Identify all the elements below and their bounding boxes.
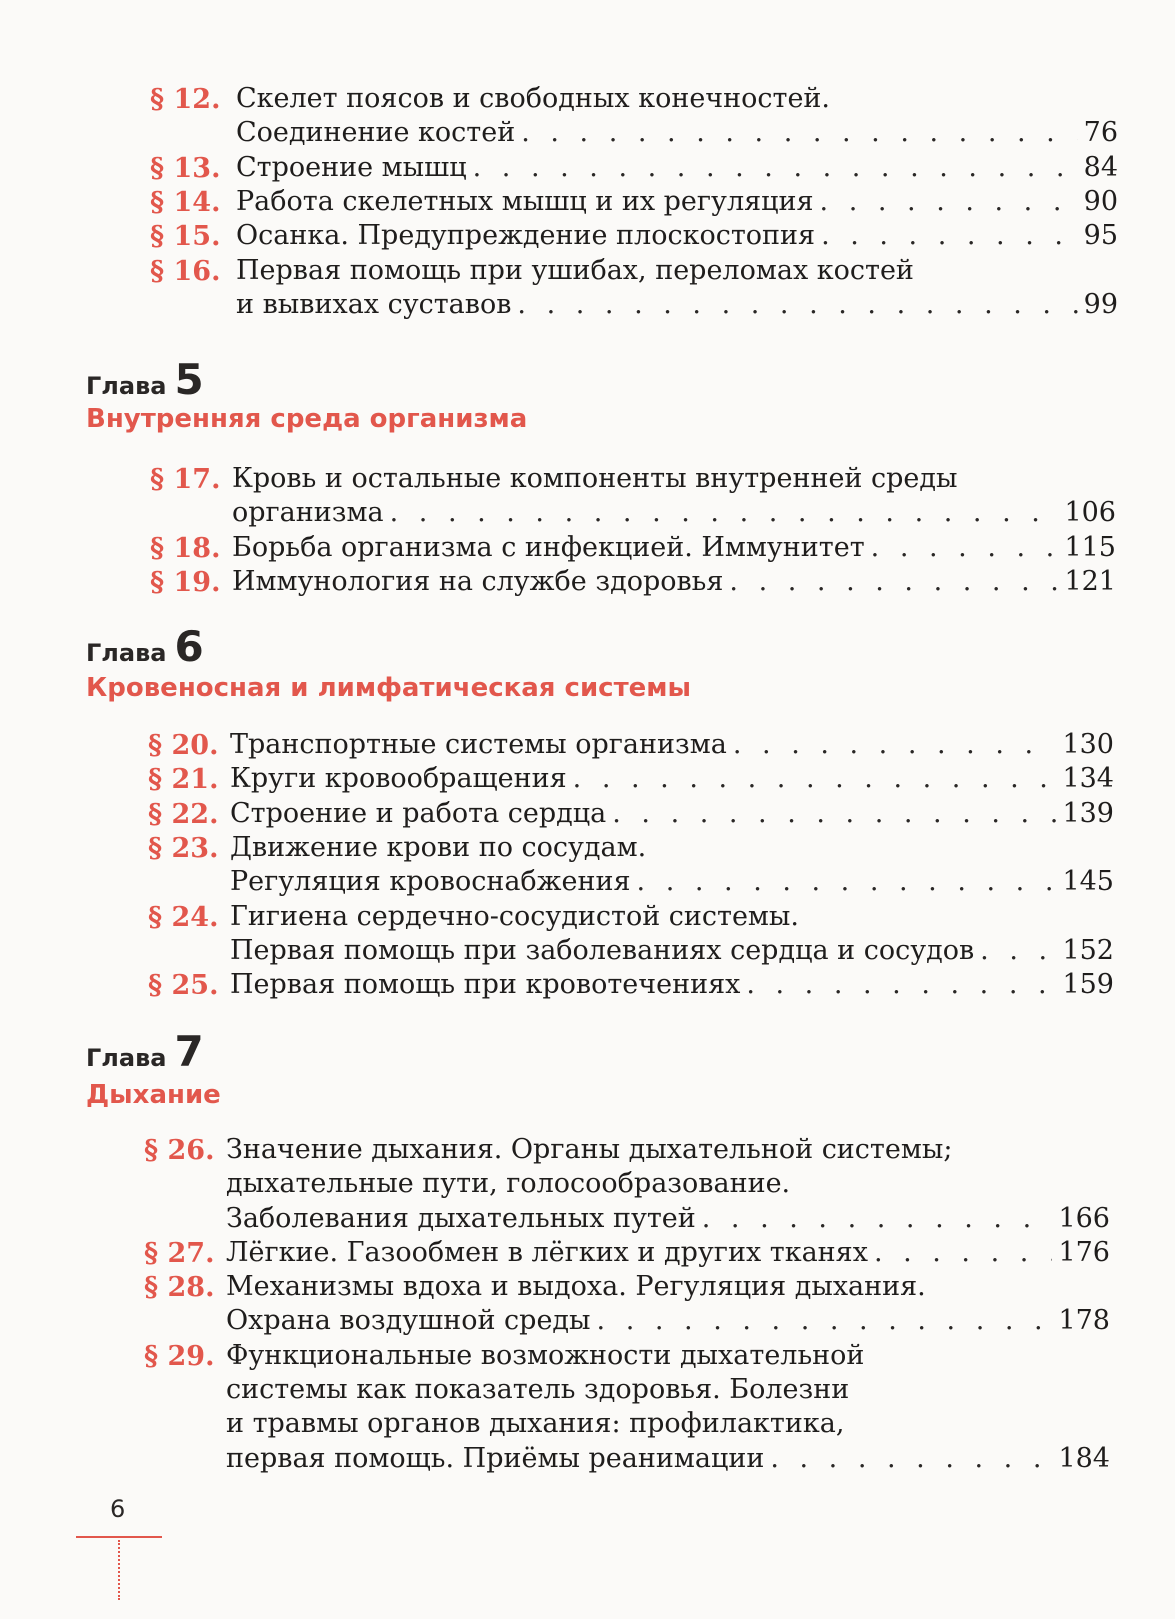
toc-line xyxy=(230,831,1114,865)
page-number-tick xyxy=(118,1540,122,1600)
chapter-title: Внутренняя среда организма xyxy=(86,404,528,434)
dot-leader xyxy=(980,934,1056,968)
toc-line xyxy=(226,1407,1110,1441)
section-title: дыхательные пути, голосообразование. xyxy=(226,1168,791,1200)
chapter-label: Глава xyxy=(86,372,167,400)
toc-entry[interactable] xyxy=(148,968,1114,1002)
toc-entry[interactable] xyxy=(144,1270,1110,1339)
chapter-heading xyxy=(86,1027,204,1076)
chapter-number: 7 xyxy=(174,1027,204,1076)
section-number: § 17. xyxy=(150,464,221,495)
page-ref: 166 xyxy=(1058,1202,1110,1234)
section-title: системы как показатель здоровья. Болезни xyxy=(226,1374,850,1406)
section-title: Скелет поясов и свободных конечностей. xyxy=(236,83,831,114)
section-title: Первая помощь при заболеваниях сердца и сосудов xyxy=(230,934,975,966)
toc-line xyxy=(236,151,1118,185)
toc-entry[interactable] xyxy=(150,185,1118,219)
section-number: § 27. xyxy=(144,1237,215,1269)
toc-entry[interactable] xyxy=(150,565,1116,599)
page-ref: 115 xyxy=(1064,531,1116,563)
toc-entry[interactable] xyxy=(148,762,1114,796)
chapter-number: 5 xyxy=(174,355,204,404)
page-ref: 95 xyxy=(1083,220,1118,252)
toc-line xyxy=(236,219,1118,253)
chapter-number: 6 xyxy=(174,622,204,671)
page-number: 6 xyxy=(110,1495,126,1523)
toc-entry[interactable] xyxy=(148,797,1114,831)
dot-leader xyxy=(770,1442,1052,1476)
section-title: Механизмы вдоха и выдоха. Регуляция дыхания. xyxy=(226,1271,926,1303)
section-title: Первая помощь при ушибах, переломах костей xyxy=(236,254,914,286)
toc-line xyxy=(230,797,1114,831)
dot-leader xyxy=(871,531,1059,565)
dot-leader xyxy=(637,865,1057,899)
toc-line xyxy=(230,934,1114,968)
dot-leader xyxy=(702,1202,1053,1236)
page-ref: 152 xyxy=(1062,934,1114,966)
page-ref: 139 xyxy=(1062,797,1114,829)
page-ref: 84 xyxy=(1083,151,1118,183)
toc-line xyxy=(232,496,1116,530)
section-title: Значение дыхания. Органы дыхательной системы; xyxy=(226,1134,953,1165)
dot-leader xyxy=(733,728,1057,762)
toc-entry[interactable] xyxy=(150,531,1116,565)
dot-leader xyxy=(517,288,1077,322)
section-number: § 22. xyxy=(148,798,219,830)
toc-entry[interactable] xyxy=(148,900,1114,969)
section-number: § 26. xyxy=(144,1135,215,1166)
section-number: § 25. xyxy=(148,970,219,1002)
page-ref: 121 xyxy=(1064,565,1116,597)
dot-leader xyxy=(597,1304,1053,1338)
dot-leader xyxy=(821,219,1078,253)
chapter-title: Дыхание xyxy=(86,1080,221,1110)
toc-line xyxy=(226,1339,1110,1373)
section-title: Осанка. Предупреждение плоскостопия xyxy=(236,220,816,252)
section-number: § 13. xyxy=(150,152,221,184)
section-number: § 12. xyxy=(150,84,221,115)
toc-line xyxy=(232,531,1116,565)
section-number: § 19. xyxy=(150,566,221,598)
section-number: § 20. xyxy=(148,730,219,761)
chapter-heading xyxy=(86,355,204,404)
section-number: § 24. xyxy=(148,901,219,933)
page-ref: 99 xyxy=(1083,288,1118,320)
page-ref: 145 xyxy=(1062,866,1114,898)
toc-line xyxy=(232,565,1116,599)
toc-line xyxy=(226,1270,1110,1304)
toc-entry[interactable] xyxy=(150,82,1118,151)
page-number-rule xyxy=(76,1536,162,1538)
section-number: § 28. xyxy=(144,1272,215,1304)
page-ref: 184 xyxy=(1058,1442,1110,1474)
section-title: и вывихах суставов xyxy=(236,288,512,320)
section-title: первая помощь. Приёмы реанимации xyxy=(226,1442,765,1474)
toc-line xyxy=(226,1133,1110,1167)
toc-entry[interactable] xyxy=(148,728,1114,762)
toc-line xyxy=(226,1373,1110,1407)
page-ref: 159 xyxy=(1062,969,1114,1001)
toc-line xyxy=(226,1442,1110,1476)
section-title: Строение и работа сердца xyxy=(230,797,607,829)
dot-leader xyxy=(729,565,1058,599)
chapter-label: Глава xyxy=(86,1044,167,1072)
section-title: Охрана воздушной среды xyxy=(226,1305,591,1337)
toc-line xyxy=(226,1167,1110,1201)
page-ref: 176 xyxy=(1058,1236,1110,1268)
section-title: Транспортные системы организма xyxy=(230,729,727,760)
toc-line xyxy=(230,762,1114,796)
dot-leader xyxy=(473,151,1078,185)
section-title: Движение крови по сосудам. xyxy=(230,831,647,863)
section-title: Соединение костей xyxy=(236,117,516,149)
section-title: Работа скелетных мышц и их регуляция xyxy=(236,185,814,217)
page-ref: 76 xyxy=(1083,117,1118,149)
page-ref: 130 xyxy=(1062,729,1114,760)
section-title: Строение мышц xyxy=(236,151,467,183)
section-number: § 15. xyxy=(150,221,221,253)
section-title: Первая помощь при кровотечениях xyxy=(230,969,741,1001)
section-number: § 16. xyxy=(150,255,221,287)
toc-entry[interactable] xyxy=(150,254,1118,323)
section-number: § 23. xyxy=(148,832,219,864)
section-title: Лёгкие. Газообмен в лёгких и других тканях xyxy=(226,1236,868,1268)
dot-leader xyxy=(820,185,1078,219)
section-number: § 18. xyxy=(150,532,221,564)
toc-line xyxy=(236,116,1118,150)
toc-line xyxy=(226,1304,1110,1338)
dot-leader xyxy=(612,797,1056,831)
section-title: Заболевания дыхательных путей xyxy=(226,1202,696,1234)
toc-entry[interactable] xyxy=(144,1236,1110,1270)
toc-line xyxy=(232,462,1116,496)
toc-line xyxy=(236,288,1118,322)
page-ref: 178 xyxy=(1058,1305,1110,1337)
section-title: Гигиена сердечно-сосудистой системы. xyxy=(230,900,800,932)
toc-entry[interactable] xyxy=(144,1339,1110,1476)
section-number: § 21. xyxy=(148,764,219,796)
section-number: § 14. xyxy=(150,186,221,218)
chapter-label: Глава xyxy=(86,639,167,667)
section-title: Регуляция кровоснабжения xyxy=(230,866,631,898)
dot-leader xyxy=(390,496,1059,530)
chapter-heading xyxy=(86,622,204,671)
toc-line xyxy=(230,900,1114,934)
section-title: и травмы органов дыхания: профилактика, xyxy=(226,1408,845,1440)
toc-line xyxy=(236,82,1118,116)
toc-line xyxy=(230,968,1114,1002)
toc-entry[interactable] xyxy=(150,151,1118,185)
section-title: Функциональные возможности дыхательной xyxy=(226,1339,865,1371)
page-ref: 90 xyxy=(1083,185,1118,217)
toc-line xyxy=(236,254,1118,288)
toc-line xyxy=(230,865,1114,899)
dot-leader xyxy=(573,762,1057,796)
toc-line xyxy=(236,185,1118,219)
toc-entry[interactable] xyxy=(150,462,1116,531)
page-ref: 106 xyxy=(1064,497,1116,529)
section-title: организма xyxy=(232,497,384,529)
toc-line xyxy=(226,1202,1110,1236)
dot-leader xyxy=(521,116,1077,150)
toc-entry[interactable] xyxy=(148,831,1114,900)
section-title: Кровь и остальные компоненты внутренней среды xyxy=(232,463,958,494)
section-title: Круги кровообращения xyxy=(230,763,567,795)
toc-entry[interactable] xyxy=(144,1133,1110,1236)
section-title: Иммунология на службе здоровья xyxy=(232,565,724,597)
toc-line xyxy=(226,1236,1110,1270)
toc-line xyxy=(230,728,1114,762)
chapter-title: Кровеносная и лимфатическая системы xyxy=(86,673,692,703)
section-number: § 29. xyxy=(144,1340,215,1372)
dot-leader xyxy=(874,1236,1053,1270)
section-title: Борьба организма с инфекцией. Иммунитет xyxy=(232,531,865,563)
toc-entry[interactable] xyxy=(150,219,1118,253)
page-ref: 134 xyxy=(1062,763,1114,795)
dot-leader xyxy=(746,968,1056,1002)
